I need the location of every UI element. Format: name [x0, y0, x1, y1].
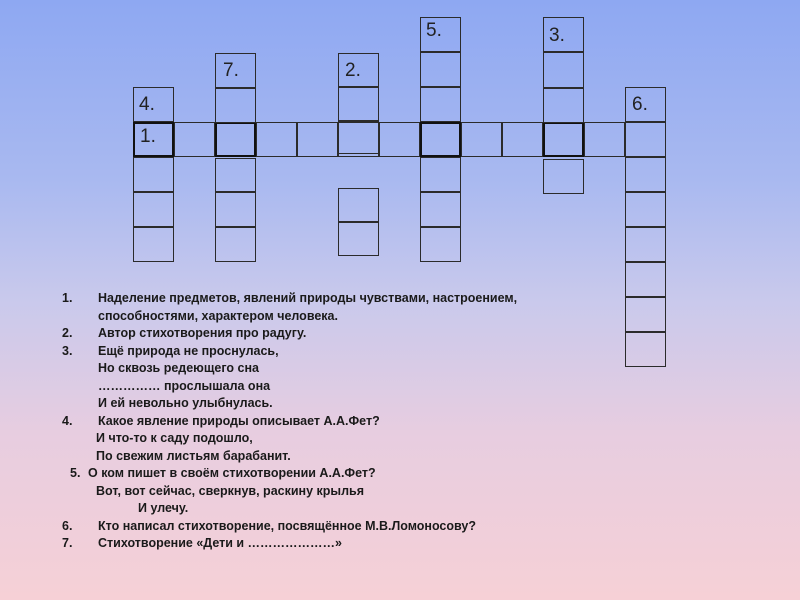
- col6-cell[interactable]: [625, 157, 666, 192]
- number-6-label: 6.: [632, 94, 648, 115]
- row1-cell[interactable]: [174, 122, 215, 157]
- clue-4-line-2: И что-то к саду подошло,: [96, 431, 253, 445]
- col5-cell[interactable]: [420, 192, 461, 227]
- clue-5-line-1: 5. О ком пишет в своём стихотворении А.А.Фет?: [70, 466, 376, 480]
- col5-cell[interactable]: [420, 227, 461, 262]
- col3-cell[interactable]: [543, 159, 584, 194]
- number-5-label: 5.: [426, 20, 442, 41]
- col3-cell[interactable]: [543, 52, 584, 87]
- row1-cell[interactable]: [625, 122, 666, 157]
- col2-cell[interactable]: [338, 87, 379, 121]
- col4-cell[interactable]: [133, 227, 174, 262]
- clue-5-line-2: Вот, вот сейчас, сверкнув, раскину крылья: [96, 483, 364, 498]
- col6-cell[interactable]: [625, 227, 666, 262]
- col2-cell[interactable]: [338, 121, 379, 155]
- intersection-cell[interactable]: [420, 122, 461, 157]
- row1-cell[interactable]: [461, 122, 502, 157]
- row1-cell[interactable]: [584, 122, 625, 157]
- col4-cell[interactable]: [133, 157, 174, 192]
- clue-3-line-1: 3. Ещё природа не проснулась,: [62, 343, 279, 358]
- clue-3-line-3: …………… прослышала она: [98, 378, 271, 393]
- col2-cell[interactable]: [338, 222, 379, 256]
- number-7-label: 7.: [223, 60, 239, 81]
- number-1-label: 1.: [140, 126, 156, 147]
- col6-cell[interactable]: [625, 192, 666, 227]
- clue-1-line-2: способностями, характером человека.: [98, 308, 338, 323]
- col2-cell[interactable]: [338, 188, 379, 222]
- col5-cell[interactable]: [420, 52, 461, 87]
- col3-cell[interactable]: [543, 88, 584, 123]
- number-2-label: 2.: [345, 60, 361, 81]
- clue-4-line-1: 4. Какое явление природы описывает А.А.Фет?: [62, 413, 380, 428]
- clue-6: 6. Кто написал стихотворение, посвящённое М.В.Ломоносову?: [62, 518, 476, 533]
- clue-1-line-1: 1. Наделение предметов, явлений природы чувствами, настроением,: [62, 291, 518, 305]
- clue-2: 2. Автор стихотворения про радугу.: [62, 326, 307, 340]
- row1-cell[interactable]: [379, 122, 420, 157]
- clue-5-line-3: И улечу.: [138, 501, 189, 515]
- col7-cell[interactable]: [215, 227, 256, 262]
- row1-cell[interactable]: [256, 122, 297, 157]
- col5-cell[interactable]: [420, 87, 461, 122]
- col4-cell[interactable]: [133, 192, 174, 227]
- number-4-label: 4.: [139, 94, 155, 115]
- row1-cell[interactable]: [297, 122, 338, 157]
- clue-4-line-3: По свежим листьям барабанит.: [96, 448, 291, 463]
- row1-cell[interactable]: [502, 122, 543, 157]
- clue-3-line-4: И ей невольно улыбнулась.: [98, 396, 273, 410]
- intersection-cell[interactable]: [215, 122, 256, 157]
- col7-cell[interactable]: [215, 158, 256, 193]
- clue-3-line-2: Но сквозь редеющего сна: [98, 361, 259, 375]
- intersection-cell[interactable]: [543, 122, 584, 157]
- col5-cell[interactable]: [420, 157, 461, 192]
- col7-cell[interactable]: [215, 88, 256, 123]
- clues-list: [62, 290, 662, 553]
- number-3-label: 3.: [549, 25, 565, 46]
- col7-cell[interactable]: [215, 192, 256, 227]
- clue-7: 7. Стихотворение «Дети и …………………»: [62, 536, 343, 550]
